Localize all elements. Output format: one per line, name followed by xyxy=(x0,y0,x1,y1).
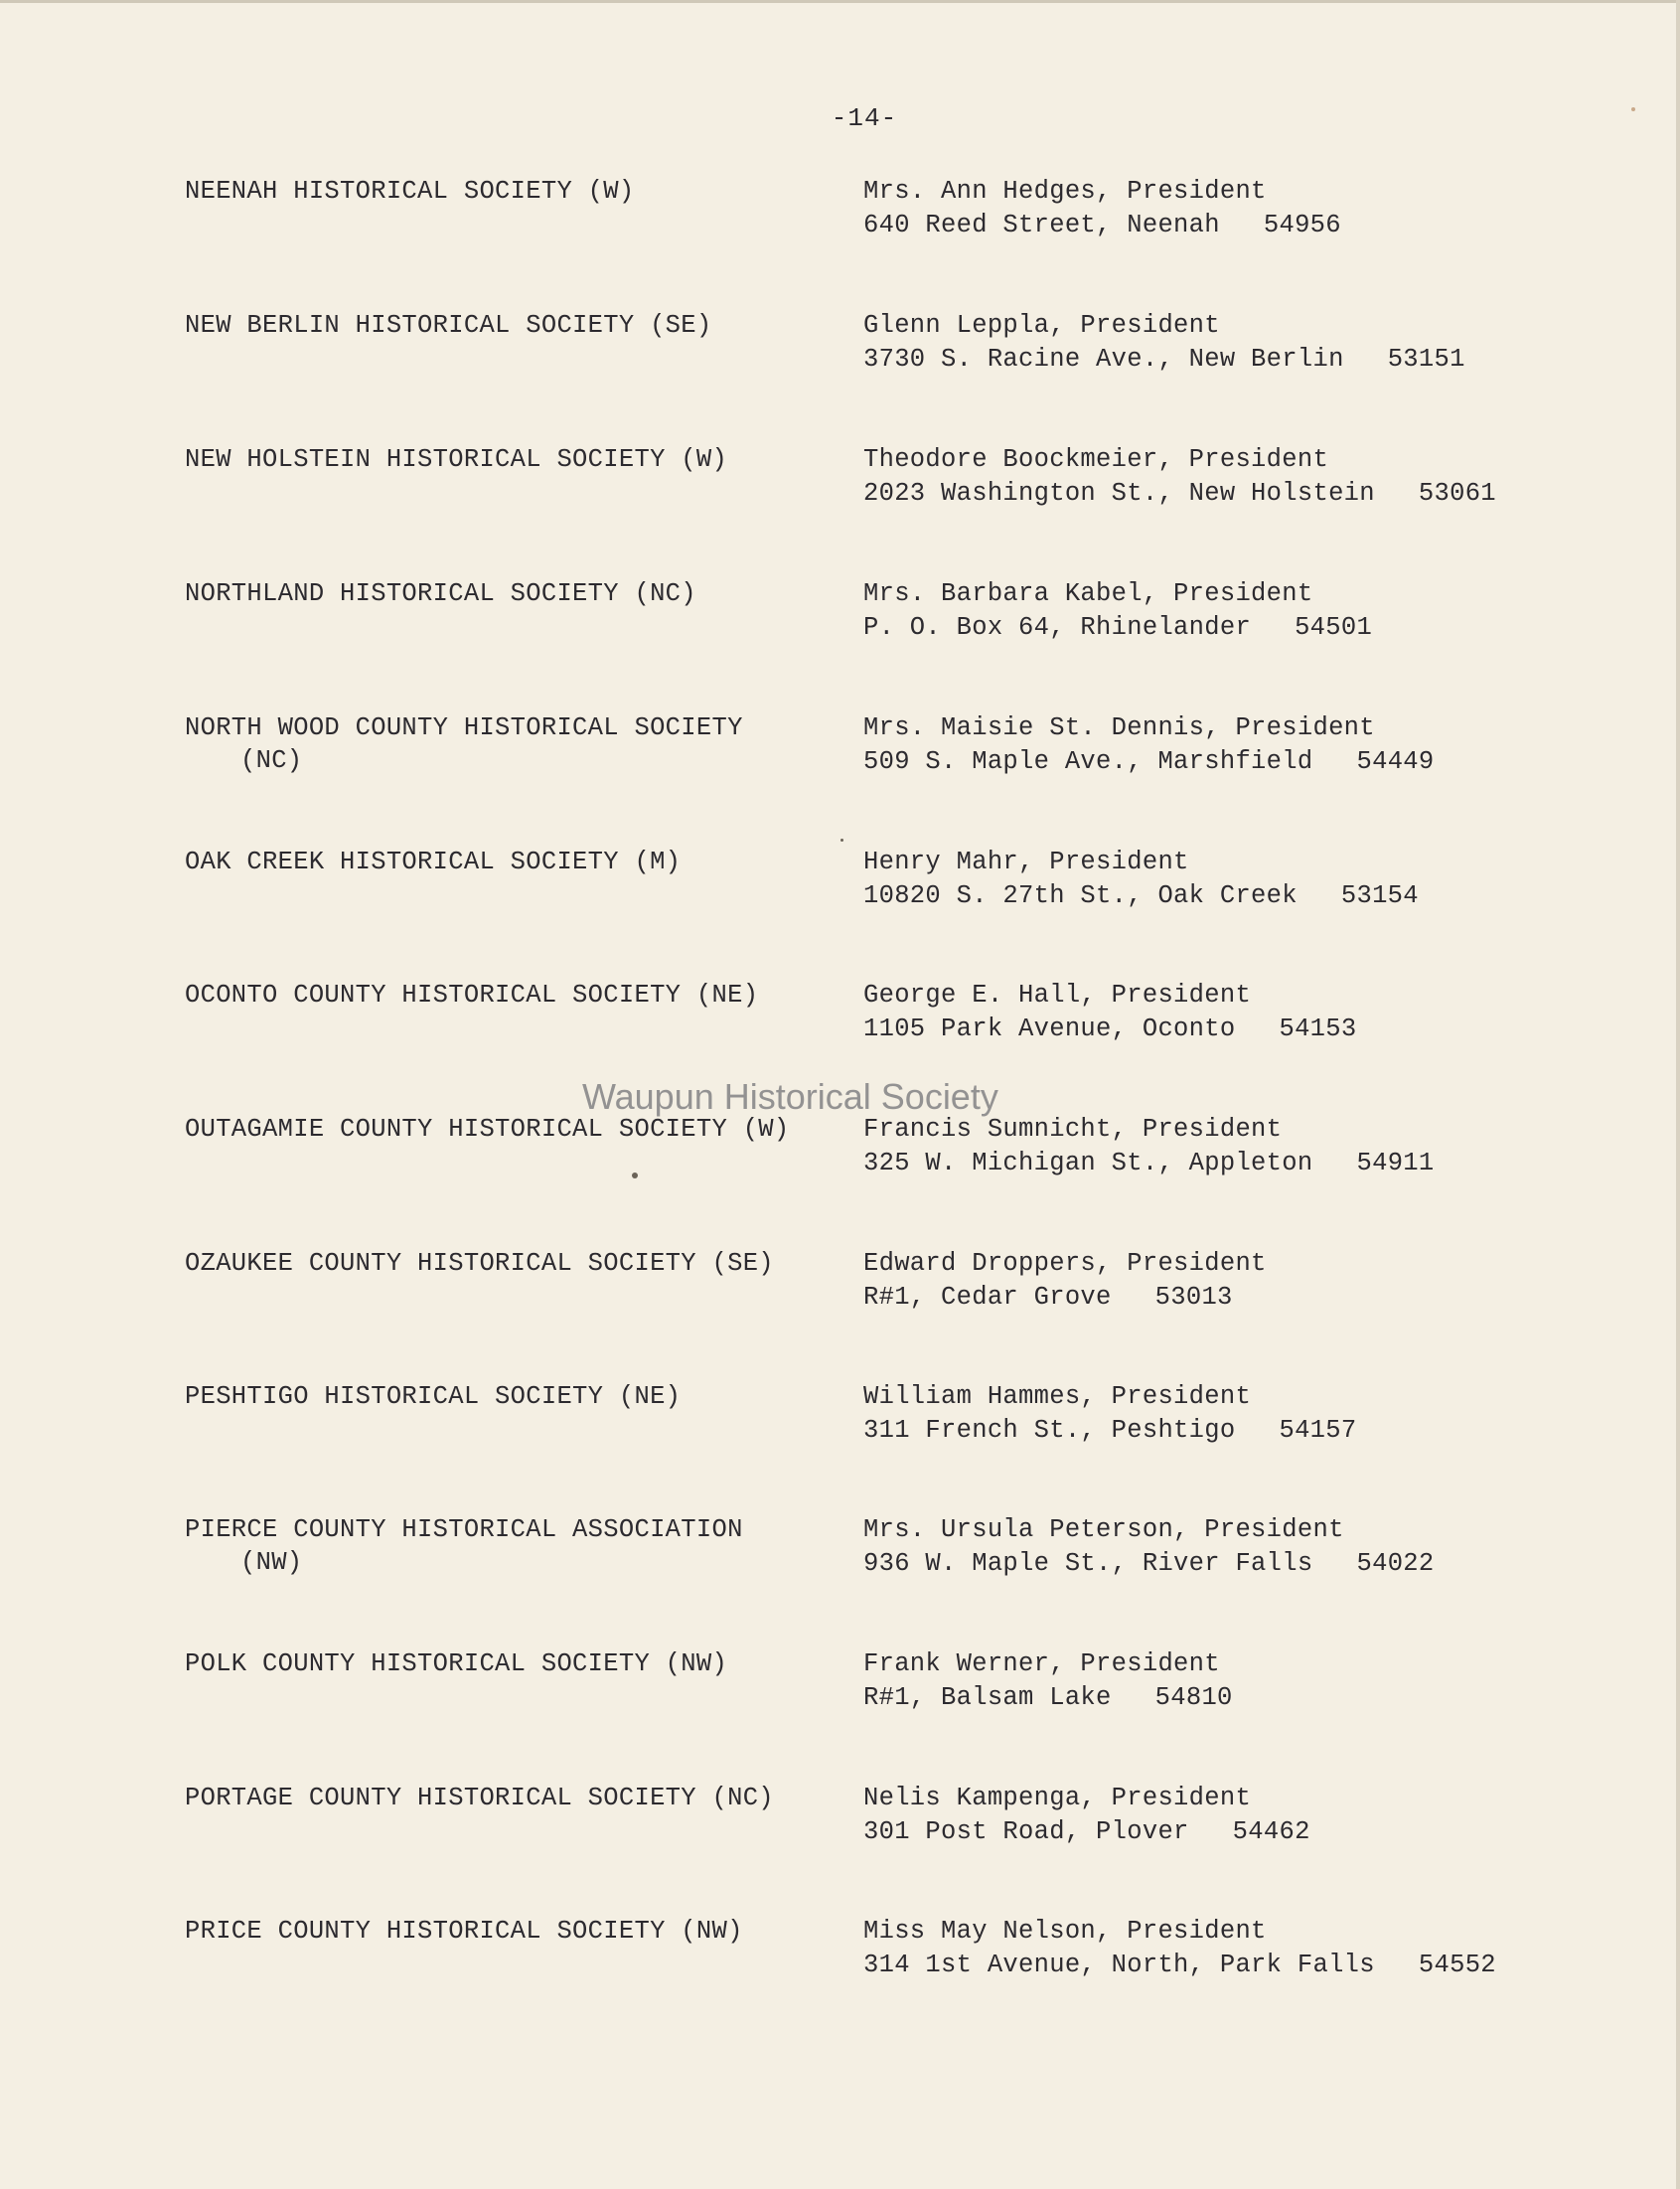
contact-info xyxy=(863,1113,1658,1180)
society-name-line: OZAUKEE COUNTY HISTORICAL SOCIETY (SE) xyxy=(185,1249,774,1278)
street-address: 640 Reed Street, Neenah xyxy=(863,211,1220,239)
address-line xyxy=(863,1013,1658,1046)
zip-code: 53154 xyxy=(1340,881,1419,910)
street-address: 2023 Washington St., New Holstein xyxy=(863,479,1375,508)
contact-info xyxy=(863,1647,1658,1715)
zip-code: 54911 xyxy=(1356,1149,1435,1177)
directory-entry xyxy=(0,1782,1680,1881)
contact-info xyxy=(863,846,1658,913)
page-edge-top xyxy=(0,0,1680,3)
society-name-line: NEENAH HISTORICAL SOCIETY (W) xyxy=(185,177,635,206)
society-name-line: NEW HOLSTEIN HISTORICAL SOCIETY (W) xyxy=(185,445,728,474)
contact-info xyxy=(863,577,1658,645)
society-name xyxy=(185,175,821,208)
contact-info xyxy=(863,1915,1658,1982)
zip-code: 54449 xyxy=(1356,747,1435,776)
society-name xyxy=(185,1247,821,1280)
contact-person: Glenn Leppla, President xyxy=(863,311,1220,340)
street-address: 10820 S. 27th St., Oak Creek xyxy=(863,881,1298,910)
contact-info xyxy=(863,443,1658,511)
society-name-line: NORTH WOOD COUNTY HISTORICAL SOCIETY xyxy=(185,713,743,742)
directory-entry xyxy=(0,1513,1680,1613)
address-line xyxy=(863,745,1658,779)
society-name xyxy=(185,846,821,878)
society-name-line: NORTHLAND HISTORICAL SOCIETY (NC) xyxy=(185,579,696,608)
address-line xyxy=(863,879,1658,913)
contact-person: Miss May Nelson, President xyxy=(863,1917,1267,1946)
contact-person: Frank Werner, President xyxy=(863,1649,1220,1678)
directory-entry xyxy=(0,1915,1680,2014)
address-line xyxy=(863,1815,1658,1849)
contact-info xyxy=(863,1247,1658,1315)
zip-code: 54153 xyxy=(1279,1015,1357,1043)
page-number: -14- xyxy=(831,103,898,133)
society-name xyxy=(185,1782,821,1814)
contact-info xyxy=(863,1513,1658,1581)
zip-code: 54462 xyxy=(1232,1817,1310,1846)
address-line xyxy=(863,477,1658,511)
society-name-line: OUTAGAMIE COUNTY HISTORICAL SOCIETY (W) xyxy=(185,1115,790,1144)
society-name xyxy=(185,309,821,342)
contact-person: Henry Mahr, President xyxy=(863,848,1189,876)
society-name xyxy=(185,443,821,476)
society-name-line: PORTAGE COUNTY HISTORICAL SOCIETY (NC) xyxy=(185,1784,774,1812)
contact-info xyxy=(863,1782,1658,1849)
contact-info xyxy=(863,1380,1658,1448)
society-name xyxy=(185,1915,821,1948)
paper-speck xyxy=(1631,107,1635,111)
zip-code: 54810 xyxy=(1154,1683,1233,1712)
society-name xyxy=(185,577,821,610)
address-line xyxy=(863,611,1658,645)
contact-info xyxy=(863,175,1658,242)
directory-entry xyxy=(0,846,1680,945)
address-line xyxy=(863,1547,1658,1581)
contact-person: Edward Droppers, President xyxy=(863,1249,1267,1278)
society-name-line: PESHTIGO HISTORICAL SOCIETY (NE) xyxy=(185,1382,682,1411)
paper-speck xyxy=(632,1173,638,1178)
contact-person: Nelis Kampenga, President xyxy=(863,1784,1252,1812)
contact-person: Mrs. Ursula Peterson, President xyxy=(863,1515,1344,1544)
street-address: 325 W. Michigan St., Appleton xyxy=(863,1149,1313,1177)
address-line xyxy=(863,1147,1658,1180)
address-line xyxy=(863,1949,1658,1982)
address-line xyxy=(863,209,1658,242)
society-name-line: PRICE COUNTY HISTORICAL SOCIETY (NW) xyxy=(185,1917,743,1946)
street-address: 311 French St., Peshtigo xyxy=(863,1416,1236,1445)
contact-person: Theodore Boockmeier, President xyxy=(863,445,1329,474)
society-name xyxy=(185,711,821,777)
street-address: 509 S. Maple Ave., Marshfield xyxy=(863,747,1313,776)
society-name-line: PIERCE COUNTY HISTORICAL ASSOCIATION xyxy=(185,1515,743,1544)
street-address: 936 W. Maple St., River Falls xyxy=(863,1549,1313,1578)
contact-person: Mrs. Barbara Kabel, President xyxy=(863,579,1313,608)
street-address: 1105 Park Avenue, Oconto xyxy=(863,1015,1236,1043)
contact-person: William Hammes, President xyxy=(863,1382,1252,1411)
contact-info xyxy=(863,711,1658,779)
society-name xyxy=(185,1513,821,1579)
directory-entry xyxy=(0,309,1680,408)
directory-entry xyxy=(0,175,1680,274)
society-name xyxy=(185,1647,821,1680)
society-name-line: OAK CREEK HISTORICAL SOCIETY (M) xyxy=(185,848,682,876)
directory-entry xyxy=(0,711,1680,811)
contact-info xyxy=(863,979,1658,1046)
society-name-line: NEW BERLIN HISTORICAL SOCIETY (SE) xyxy=(185,311,712,340)
street-address: P. O. Box 64, Rhinelander xyxy=(863,613,1252,642)
street-address: 314 1st Avenue, North, Park Falls xyxy=(863,1951,1375,1979)
contact-person: Francis Sumnicht, President xyxy=(863,1115,1283,1144)
watermark: Waupun Historical Society xyxy=(582,1076,998,1117)
zip-code: 53151 xyxy=(1387,345,1465,374)
zip-code: 53013 xyxy=(1154,1283,1233,1312)
directory-entry xyxy=(0,577,1680,677)
directory-entry xyxy=(0,979,1680,1078)
directory-entry xyxy=(0,1380,1680,1480)
zip-code: 54956 xyxy=(1263,211,1341,239)
street-address: R#1, Cedar Grove xyxy=(863,1283,1112,1312)
society-name xyxy=(185,1380,821,1413)
zip-code: 54552 xyxy=(1418,1951,1496,1979)
contact-person: George E. Hall, President xyxy=(863,981,1252,1010)
directory-entry xyxy=(0,443,1680,543)
address-line xyxy=(863,1681,1658,1715)
society-name-line: POLK COUNTY HISTORICAL SOCIETY (NW) xyxy=(185,1649,728,1678)
society-name-line: OCONTO COUNTY HISTORICAL SOCIETY (NE) xyxy=(185,981,759,1010)
contact-person: Mrs. Ann Hedges, President xyxy=(863,177,1267,206)
directory-entry xyxy=(0,1647,1680,1747)
street-address: 3730 S. Racine Ave., New Berlin xyxy=(863,345,1344,374)
directory-entry xyxy=(0,1247,1680,1346)
society-name-line: (NC) xyxy=(240,746,303,775)
address-line xyxy=(863,1414,1658,1448)
zip-code: 54501 xyxy=(1295,613,1373,642)
contact-info xyxy=(863,309,1658,377)
zip-code: 54157 xyxy=(1279,1416,1357,1445)
society-name-line: (NW) xyxy=(240,1548,303,1577)
zip-code: 53061 xyxy=(1418,479,1496,508)
society-name xyxy=(185,979,821,1012)
street-address: 301 Post Road, Plover xyxy=(863,1817,1189,1846)
zip-code: 54022 xyxy=(1356,1549,1435,1578)
street-address: R#1, Balsam Lake xyxy=(863,1683,1112,1712)
address-line xyxy=(863,343,1658,377)
directory-entry xyxy=(0,1113,1680,1212)
contact-person: Mrs. Maisie St. Dennis, President xyxy=(863,713,1375,742)
address-line xyxy=(863,1281,1658,1315)
paper-speck xyxy=(840,839,843,842)
